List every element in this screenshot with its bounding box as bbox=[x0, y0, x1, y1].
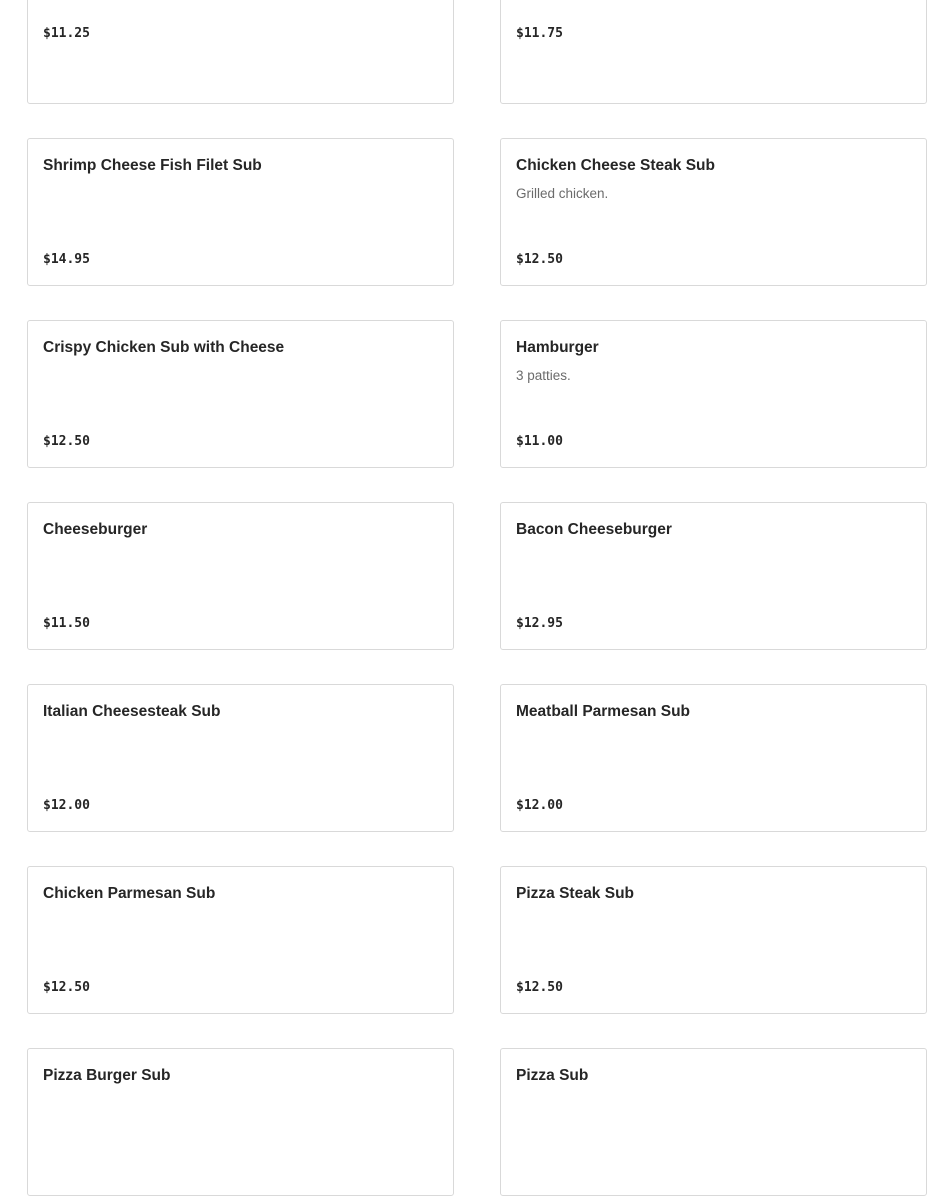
menu-item-name: Crispy Chicken Sub with Cheese bbox=[43, 339, 285, 356]
menu-item-price: $12.50 bbox=[43, 980, 90, 995]
menu-item-price: $12.50 bbox=[516, 980, 563, 995]
menu-item-name: Chicken Cheese Steak Sub bbox=[516, 157, 715, 174]
menu-item-card[interactable] bbox=[27, 866, 454, 1014]
menu-item-card[interactable] bbox=[500, 866, 927, 1014]
menu-item-name: Cheeseburger bbox=[43, 521, 148, 538]
menu-item-name: Shrimp Cheese Fish Filet Sub bbox=[43, 157, 262, 174]
menu-item-price: $11.25 bbox=[43, 26, 90, 41]
menu-item-card[interactable] bbox=[500, 502, 927, 650]
menu-item-price: $12.00 bbox=[43, 798, 90, 813]
menu-item-price: $11.75 bbox=[516, 26, 563, 41]
menu-item-card[interactable] bbox=[500, 320, 927, 468]
menu-item-card[interactable] bbox=[27, 320, 454, 468]
menu-item-price: $11.50 bbox=[43, 616, 90, 631]
menu-item-name: Italian Cheesesteak Sub bbox=[43, 703, 221, 720]
menu-item-price: $11.00 bbox=[516, 434, 563, 449]
menu-item-name: Bacon Cheeseburger bbox=[516, 521, 672, 538]
menu-item-card[interactable] bbox=[500, 138, 927, 286]
menu-item-price: $12.50 bbox=[516, 252, 563, 267]
menu-item-card[interactable] bbox=[500, 0, 927, 104]
menu-item-card[interactable] bbox=[27, 138, 454, 286]
menu-item-price: $12.50 bbox=[43, 434, 90, 449]
menu-item-card[interactable] bbox=[27, 502, 454, 650]
menu-item-card[interactable] bbox=[500, 684, 927, 832]
menu-item-name: Meatball Parmesan Sub bbox=[516, 703, 691, 720]
menu-item-name: Pizza Burger Sub bbox=[43, 1067, 171, 1084]
menu-item-card[interactable] bbox=[500, 1048, 927, 1196]
menu-item-card[interactable] bbox=[27, 1048, 454, 1196]
menu-item-description: Grilled chicken. bbox=[516, 186, 609, 201]
menu-item-name: Hamburger bbox=[516, 339, 599, 356]
menu-item-price: $12.00 bbox=[516, 798, 563, 813]
menu-item-card[interactable] bbox=[27, 684, 454, 832]
menu-item-card[interactable] bbox=[27, 0, 454, 104]
menu-item-description: 3 patties. bbox=[516, 368, 571, 383]
menu-item-price: $14.95 bbox=[43, 252, 90, 267]
menu-item-name: Chicken Parmesan Sub bbox=[43, 885, 216, 902]
menu-item-name: Pizza Steak Sub bbox=[516, 885, 635, 902]
menu-item-name: Pizza Sub bbox=[516, 1067, 589, 1084]
menu-item-price: $12.95 bbox=[516, 616, 563, 631]
